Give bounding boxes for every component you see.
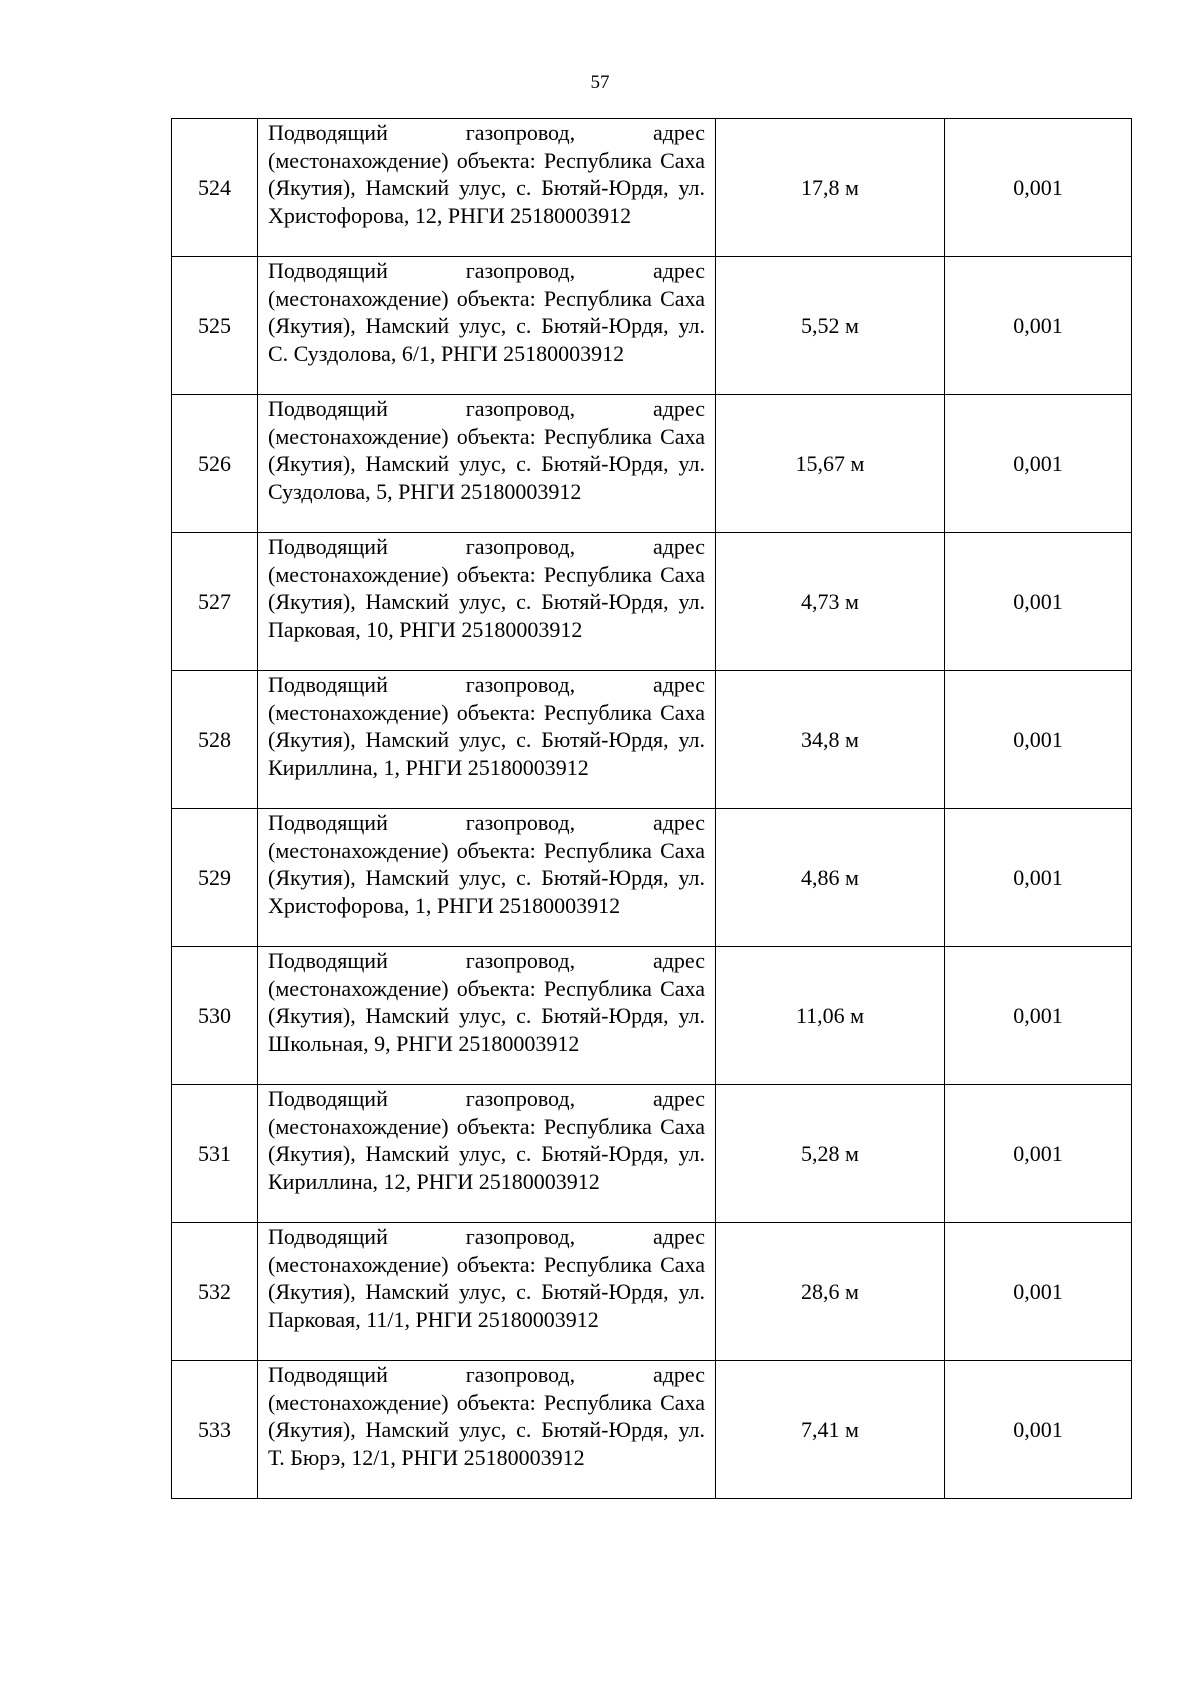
row-description (258, 1361, 716, 1499)
row-description-text: Подводящий газопровод, адрес (местонахождение) объекта: Республика Саха (Якутия), Намский улус, с. Бютяй-Юрдя, ул. Кириллина, 1, РНГИ 25180003912 (268, 672, 705, 780)
row-value: 0,001 (945, 395, 1132, 533)
row-number: 530 (172, 947, 258, 1085)
row-value: 0,001 (945, 119, 1132, 257)
row-number: 524 (172, 119, 258, 257)
page-number: 57 (590, 72, 610, 93)
row-description-text: Подводящий газопровод, адрес (местонахождение) объекта: Республика Саха (Якутия), Намский улус, с. Бютяй-Юрдя, ул. Суздолова, 5, РНГИ 25180003912 (268, 396, 705, 504)
row-description-text: Подводящий газопровод, адрес (местонахождение) объекта: Республика Саха (Якутия), Намский улус, с. Бютяй-Юрдя, ул. Т. Бюрэ, 12/1, РНГИ 25180003912 (268, 1362, 705, 1470)
table-row (172, 257, 1132, 395)
records-table-body (172, 119, 1132, 1499)
row-value: 0,001 (945, 1223, 1132, 1361)
row-length: 28,6 м (716, 1223, 945, 1361)
records-table (171, 118, 1132, 1499)
row-description-text: Подводящий газопровод, адрес (местонахождение) объекта: Республика Саха (Якутия), Намский улус, с. Бютяй-Юрдя, ул. Христофорова, 12, РНГИ 25180003912 (268, 120, 705, 228)
row-length: 7,41 м (716, 1361, 945, 1499)
row-length: 5,52 м (716, 257, 945, 395)
table-row (172, 947, 1132, 1085)
table-row (172, 809, 1132, 947)
row-number: 532 (172, 1223, 258, 1361)
table-row (172, 533, 1132, 671)
row-number: 525 (172, 257, 258, 395)
table-row (172, 1361, 1132, 1499)
table-row (172, 119, 1132, 257)
row-value: 0,001 (945, 671, 1132, 809)
row-description (258, 1085, 716, 1223)
row-number: 531 (172, 1085, 258, 1223)
row-length: 34,8 м (716, 671, 945, 809)
row-number: 533 (172, 1361, 258, 1499)
row-value: 0,001 (945, 947, 1132, 1085)
row-length: 5,28 м (716, 1085, 945, 1223)
table-row (172, 671, 1132, 809)
row-number: 526 (172, 395, 258, 533)
row-description (258, 257, 716, 395)
row-description (258, 395, 716, 533)
row-length: 4,73 м (716, 533, 945, 671)
row-number: 527 (172, 533, 258, 671)
row-description-text: Подводящий газопровод, адрес (местонахождение) объекта: Республика Саха (Якутия), Намский улус, с. Бютяй-Юрдя, ул. Парковая, 10, РНГИ 25180003912 (268, 534, 705, 642)
row-description (258, 533, 716, 671)
table-row (172, 1085, 1132, 1223)
row-description-text: Подводящий газопровод, адрес (местонахождение) объекта: Республика Саха (Якутия), Намский улус, с. Бютяй-Юрдя, ул. Христофорова, 1, РНГИ 25180003912 (268, 810, 705, 918)
row-description-text: Подводящий газопровод, адрес (местонахождение) объекта: Республика Саха (Якутия), Намский улус, с. Бютяй-Юрдя, ул. С. Суздолова, 6/1, РНГИ 25180003912 (268, 258, 705, 366)
row-number: 529 (172, 809, 258, 947)
table-row (172, 395, 1132, 533)
row-description (258, 1223, 716, 1361)
row-description-text: Подводящий газопровод, адрес (местонахождение) объекта: Республика Саха (Якутия), Намский улус, с. Бютяй-Юрдя, ул. Школьная, 9, РНГИ 25180003912 (268, 948, 705, 1056)
row-description (258, 809, 716, 947)
row-description-text: Подводящий газопровод, адрес (местонахождение) объекта: Республика Саха (Якутия), Намский улус, с. Бютяй-Юрдя, ул. Кириллина, 12, РНГИ 25180003912 (268, 1086, 705, 1194)
row-length: 15,67 м (716, 395, 945, 533)
row-value: 0,001 (945, 1361, 1132, 1499)
row-description-text: Подводящий газопровод, адрес (местонахождение) объекта: Республика Саха (Якутия), Намский улус, с. Бютяй-Юрдя, ул. Парковая, 11/1, РНГИ 25180003912 (268, 1224, 705, 1332)
row-value: 0,001 (945, 809, 1132, 947)
row-length: 11,06 м (716, 947, 945, 1085)
row-number: 528 (172, 671, 258, 809)
row-length: 17,8 м (716, 119, 945, 257)
row-description (258, 119, 716, 257)
row-description (258, 947, 716, 1085)
row-length: 4,86 м (716, 809, 945, 947)
row-value: 0,001 (945, 1085, 1132, 1223)
row-value: 0,001 (945, 257, 1132, 395)
row-value: 0,001 (945, 533, 1132, 671)
row-description (258, 671, 716, 809)
table-row (172, 1223, 1132, 1361)
